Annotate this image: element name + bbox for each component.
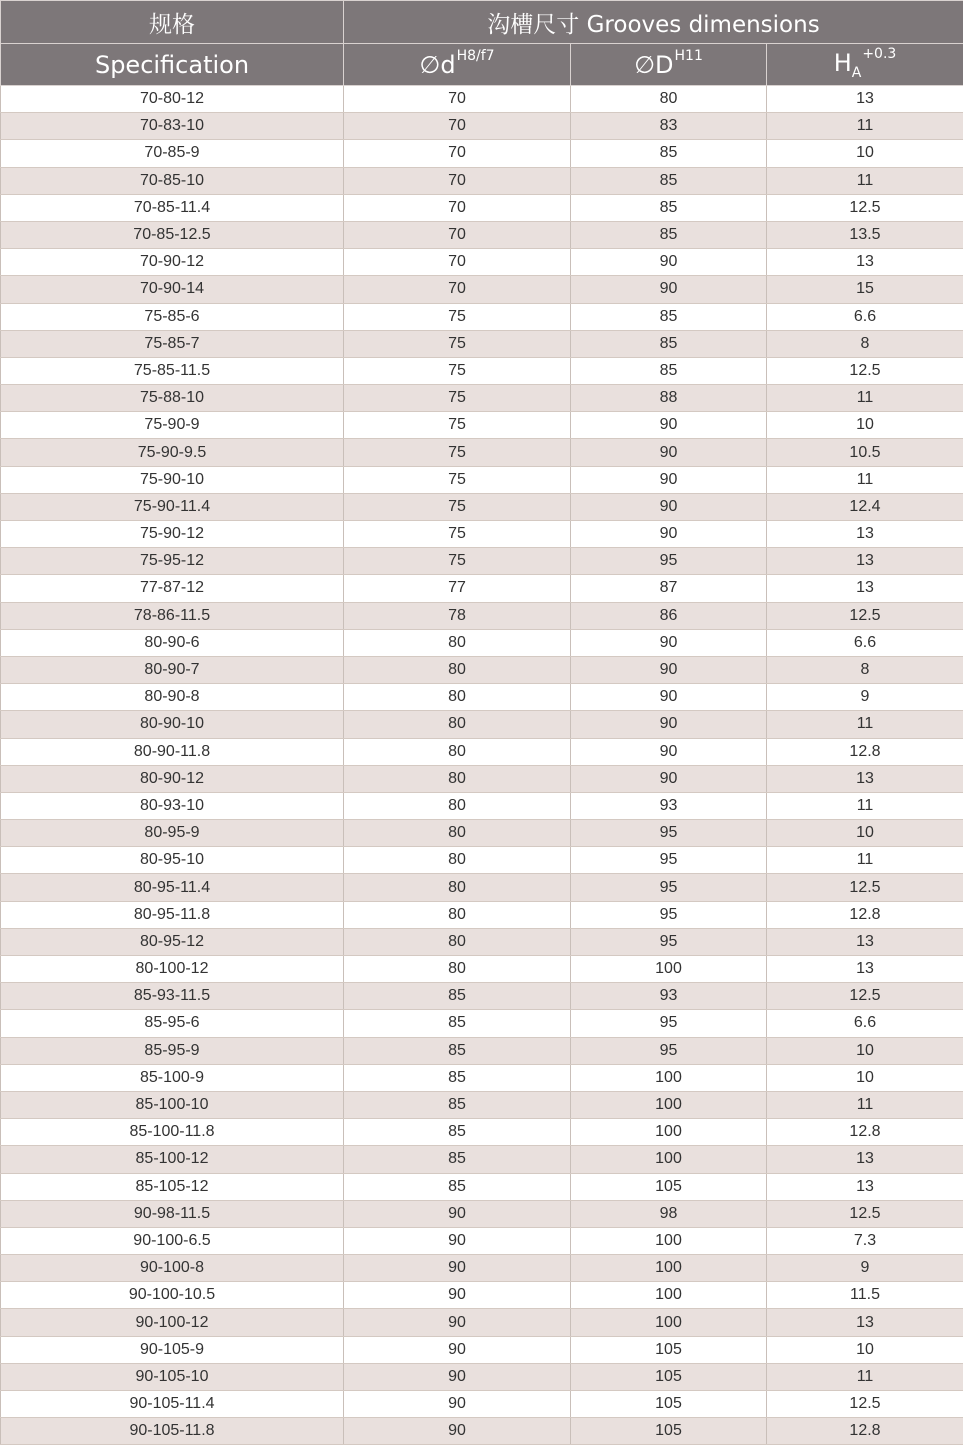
cell-H: 11 (767, 466, 963, 493)
table-row (1, 140, 963, 167)
table-row (1, 820, 963, 847)
cell-H: 13 (767, 249, 963, 276)
cell-D: 90 (571, 629, 767, 656)
table-body (1, 86, 963, 1445)
table-row (1, 1173, 963, 1200)
cell-d: 75 (344, 303, 571, 330)
cell-d: 80 (344, 711, 571, 738)
table-row (1, 330, 963, 357)
header-spec-en: Specification (1, 44, 344, 86)
cell-d: 80 (344, 629, 571, 656)
table-row (1, 1391, 963, 1418)
cell-D: 85 (571, 140, 767, 167)
cell-H: 12.8 (767, 901, 963, 928)
cell-D: 90 (571, 276, 767, 303)
table-row (1, 1200, 963, 1227)
cell-d: 90 (344, 1336, 571, 1363)
table-row (1, 928, 963, 955)
cell-H: 10.5 (767, 439, 963, 466)
cell-d: 85 (344, 1119, 571, 1146)
cell-H: 10 (767, 820, 963, 847)
cell-spec: 80-93-10 (1, 792, 344, 819)
cell-H: 8 (767, 656, 963, 683)
cell-d: 70 (344, 113, 571, 140)
cell-spec: 70-85-12.5 (1, 221, 344, 248)
cell-d: 70 (344, 167, 571, 194)
cell-spec: 75-90-9 (1, 412, 344, 439)
cell-H: 12.5 (767, 874, 963, 901)
cell-spec: 75-90-10 (1, 466, 344, 493)
cell-D: 95 (571, 548, 767, 575)
cell-spec: 80-90-10 (1, 711, 344, 738)
cell-d: 75 (344, 357, 571, 384)
cell-d: 75 (344, 385, 571, 412)
cell-H: 13 (767, 765, 963, 792)
cell-d: 70 (344, 140, 571, 167)
cell-spec: 75-90-9.5 (1, 439, 344, 466)
cell-d: 90 (344, 1391, 571, 1418)
cell-spec: 70-85-11.4 (1, 194, 344, 221)
cell-H: 13 (767, 1146, 963, 1173)
cell-H: 12.5 (767, 983, 963, 1010)
cell-spec: 85-100-11.8 (1, 1119, 344, 1146)
cell-d: 70 (344, 249, 571, 276)
cell-spec: 80-90-6 (1, 629, 344, 656)
table-row (1, 1255, 963, 1282)
table-row (1, 466, 963, 493)
cell-D: 90 (571, 412, 767, 439)
cell-spec: 90-100-12 (1, 1309, 344, 1336)
cell-D: 105 (571, 1363, 767, 1390)
cell-H: 13 (767, 1309, 963, 1336)
cell-D: 90 (571, 684, 767, 711)
col-D-symbol: ∅D (634, 51, 673, 79)
cell-spec: 80-100-12 (1, 956, 344, 983)
cell-spec: 75-90-11.4 (1, 493, 344, 520)
cell-H: 10 (767, 412, 963, 439)
cell-spec: 85-95-6 (1, 1010, 344, 1037)
table-row (1, 194, 963, 221)
cell-D: 105 (571, 1173, 767, 1200)
cell-D: 90 (571, 439, 767, 466)
cell-spec: 75-88-10 (1, 385, 344, 412)
table-row (1, 1282, 963, 1309)
cell-d: 77 (344, 575, 571, 602)
cell-D: 100 (571, 1227, 767, 1254)
table-row (1, 412, 963, 439)
cell-H: 11 (767, 792, 963, 819)
cell-d: 75 (344, 493, 571, 520)
cell-H: 12.8 (767, 1418, 963, 1445)
table-row (1, 1363, 963, 1390)
cell-d: 90 (344, 1200, 571, 1227)
cell-spec: 78-86-11.5 (1, 602, 344, 629)
cell-spec: 85-105-12 (1, 1173, 344, 1200)
col-D-tolerance: H11 (675, 48, 703, 64)
table-row (1, 1418, 963, 1445)
table-row (1, 684, 963, 711)
table-header (1, 1, 963, 86)
cell-D: 105 (571, 1391, 767, 1418)
cell-d: 90 (344, 1282, 571, 1309)
col-d-symbol: ∅d (419, 51, 455, 79)
cell-d: 85 (344, 1037, 571, 1064)
cell-spec: 90-100-6.5 (1, 1227, 344, 1254)
header-col-H (767, 44, 963, 86)
table-row (1, 1119, 963, 1146)
cell-H: 13 (767, 1173, 963, 1200)
cell-D: 87 (571, 575, 767, 602)
cell-D: 85 (571, 330, 767, 357)
cell-d: 90 (344, 1255, 571, 1282)
cell-D: 85 (571, 303, 767, 330)
cell-H: 10 (767, 1064, 963, 1091)
cell-spec: 80-95-11.8 (1, 901, 344, 928)
cell-D: 100 (571, 1064, 767, 1091)
header-row-1 (1, 1, 963, 44)
cell-d: 90 (344, 1309, 571, 1336)
cell-d: 85 (344, 1146, 571, 1173)
cell-H: 12.5 (767, 1200, 963, 1227)
table-row (1, 847, 963, 874)
cell-d: 75 (344, 330, 571, 357)
cell-H: 10 (767, 1336, 963, 1363)
table-row (1, 521, 963, 548)
cell-spec: 80-95-12 (1, 928, 344, 955)
cell-spec: 70-90-14 (1, 276, 344, 303)
cell-spec: 70-80-12 (1, 86, 344, 113)
header-grooves-title: 沟槽尺寸 Grooves dimensions (344, 1, 963, 44)
cell-D: 90 (571, 656, 767, 683)
table-row (1, 493, 963, 520)
cell-d: 80 (344, 656, 571, 683)
cell-H: 11 (767, 1363, 963, 1390)
cell-spec: 75-95-12 (1, 548, 344, 575)
table-row (1, 113, 963, 140)
cell-d: 80 (344, 847, 571, 874)
table-row (1, 548, 963, 575)
table-row (1, 1091, 963, 1118)
table-row (1, 1064, 963, 1091)
col-d-tolerance: H8/f7 (457, 48, 495, 64)
cell-D: 100 (571, 1119, 767, 1146)
cell-D: 95 (571, 820, 767, 847)
header-spec-cn: 规格 (1, 1, 344, 44)
cell-D: 85 (571, 194, 767, 221)
cell-H: 15 (767, 276, 963, 303)
table-row (1, 956, 963, 983)
cell-H: 11 (767, 711, 963, 738)
cell-spec: 90-105-9 (1, 1336, 344, 1363)
cell-spec: 80-95-9 (1, 820, 344, 847)
cell-spec: 85-93-11.5 (1, 983, 344, 1010)
cell-D: 100 (571, 956, 767, 983)
cell-spec: 70-90-12 (1, 249, 344, 276)
cell-H: 8 (767, 330, 963, 357)
cell-D: 100 (571, 1146, 767, 1173)
cell-D: 100 (571, 1255, 767, 1282)
header-row-2 (1, 44, 963, 86)
col-H-subscript: A (852, 64, 862, 80)
header-col-d (344, 44, 571, 86)
cell-d: 80 (344, 956, 571, 983)
cell-D: 100 (571, 1091, 767, 1118)
col-H-tolerance: +0.3 (862, 46, 896, 62)
cell-spec: 80-95-10 (1, 847, 344, 874)
cell-D: 105 (571, 1418, 767, 1445)
cell-d: 85 (344, 1064, 571, 1091)
cell-spec: 75-85-6 (1, 303, 344, 330)
cell-D: 105 (571, 1336, 767, 1363)
cell-d: 78 (344, 602, 571, 629)
cell-d: 80 (344, 820, 571, 847)
cell-D: 90 (571, 249, 767, 276)
cell-spec: 77-87-12 (1, 575, 344, 602)
table-row (1, 86, 963, 113)
table-row (1, 1309, 963, 1336)
cell-H: 13 (767, 86, 963, 113)
table-row (1, 303, 963, 330)
cell-spec: 80-90-11.8 (1, 738, 344, 765)
cell-H: 6.6 (767, 1010, 963, 1037)
table-row (1, 792, 963, 819)
cell-D: 95 (571, 847, 767, 874)
cell-H: 12.8 (767, 738, 963, 765)
cell-spec: 90-98-11.5 (1, 1200, 344, 1227)
cell-d: 80 (344, 738, 571, 765)
cell-H: 11 (767, 385, 963, 412)
cell-H: 13 (767, 521, 963, 548)
cell-d: 80 (344, 684, 571, 711)
cell-D: 90 (571, 521, 767, 548)
table-row (1, 1010, 963, 1037)
cell-D: 83 (571, 113, 767, 140)
cell-d: 90 (344, 1363, 571, 1390)
cell-H: 9 (767, 1255, 963, 1282)
cell-D: 80 (571, 86, 767, 113)
cell-H: 9 (767, 684, 963, 711)
table-row (1, 357, 963, 384)
cell-D: 90 (571, 765, 767, 792)
table-row (1, 874, 963, 901)
cell-H: 12.5 (767, 1391, 963, 1418)
cell-spec: 90-105-11.8 (1, 1418, 344, 1445)
table-row (1, 602, 963, 629)
cell-spec: 70-85-10 (1, 167, 344, 194)
cell-spec: 75-85-7 (1, 330, 344, 357)
table-row (1, 1227, 963, 1254)
cell-D: 95 (571, 901, 767, 928)
cell-spec: 70-83-10 (1, 113, 344, 140)
cell-H: 12.5 (767, 194, 963, 221)
table-row (1, 738, 963, 765)
cell-D: 88 (571, 385, 767, 412)
cell-D: 95 (571, 928, 767, 955)
cell-D: 93 (571, 983, 767, 1010)
cell-d: 85 (344, 1173, 571, 1200)
header-col-D (571, 44, 767, 86)
cell-spec: 85-95-9 (1, 1037, 344, 1064)
cell-spec: 70-85-9 (1, 140, 344, 167)
cell-H: 10 (767, 1037, 963, 1064)
cell-D: 85 (571, 221, 767, 248)
cell-d: 85 (344, 1010, 571, 1037)
cell-D: 90 (571, 493, 767, 520)
cell-d: 75 (344, 412, 571, 439)
cell-spec: 75-85-11.5 (1, 357, 344, 384)
cell-D: 95 (571, 1037, 767, 1064)
cell-D: 98 (571, 1200, 767, 1227)
cell-H: 13 (767, 928, 963, 955)
cell-d: 80 (344, 928, 571, 955)
cell-spec: 75-90-12 (1, 521, 344, 548)
cell-spec: 85-100-9 (1, 1064, 344, 1091)
cell-d: 75 (344, 466, 571, 493)
cell-H: 6.6 (767, 629, 963, 656)
table-row (1, 711, 963, 738)
table-row (1, 1336, 963, 1363)
cell-spec: 90-105-11.4 (1, 1391, 344, 1418)
cell-D: 86 (571, 602, 767, 629)
cell-D: 93 (571, 792, 767, 819)
cell-D: 100 (571, 1282, 767, 1309)
table-row (1, 385, 963, 412)
cell-H: 7.3 (767, 1227, 963, 1254)
cell-spec: 85-100-10 (1, 1091, 344, 1118)
cell-d: 75 (344, 439, 571, 466)
table-row (1, 656, 963, 683)
cell-H: 13 (767, 548, 963, 575)
table-row (1, 1037, 963, 1064)
cell-H: 11 (767, 113, 963, 140)
cell-spec: 90-105-10 (1, 1363, 344, 1390)
cell-D: 90 (571, 711, 767, 738)
table-row (1, 765, 963, 792)
col-H-symbol: H (834, 49, 852, 77)
cell-H: 6.6 (767, 303, 963, 330)
table-row (1, 575, 963, 602)
cell-d: 85 (344, 1091, 571, 1118)
cell-D: 85 (571, 357, 767, 384)
table-row (1, 629, 963, 656)
cell-H: 12.5 (767, 602, 963, 629)
cell-H: 12.4 (767, 493, 963, 520)
table-row (1, 221, 963, 248)
cell-D: 90 (571, 466, 767, 493)
cell-d: 80 (344, 765, 571, 792)
cell-H: 11 (767, 167, 963, 194)
cell-d: 90 (344, 1418, 571, 1445)
cell-d: 75 (344, 521, 571, 548)
cell-H: 13 (767, 956, 963, 983)
cell-d: 85 (344, 983, 571, 1010)
cell-spec: 80-90-7 (1, 656, 344, 683)
cell-spec: 90-100-8 (1, 1255, 344, 1282)
cell-spec: 90-100-10.5 (1, 1282, 344, 1309)
table-row (1, 276, 963, 303)
table-row (1, 1146, 963, 1173)
cell-D: 85 (571, 167, 767, 194)
cell-d: 70 (344, 86, 571, 113)
cell-H: 12.8 (767, 1119, 963, 1146)
cell-d: 70 (344, 194, 571, 221)
cell-D: 90 (571, 738, 767, 765)
cell-D: 100 (571, 1309, 767, 1336)
cell-H: 11 (767, 1091, 963, 1118)
table-row (1, 901, 963, 928)
table-row (1, 439, 963, 466)
cell-D: 95 (571, 1010, 767, 1037)
cell-d: 70 (344, 276, 571, 303)
table-row (1, 983, 963, 1010)
cell-H: 13 (767, 575, 963, 602)
cell-d: 80 (344, 874, 571, 901)
cell-d: 80 (344, 901, 571, 928)
cell-H: 13.5 (767, 221, 963, 248)
cell-spec: 80-90-8 (1, 684, 344, 711)
table-row (1, 167, 963, 194)
cell-H: 11.5 (767, 1282, 963, 1309)
cell-H: 10 (767, 140, 963, 167)
cell-H: 12.5 (767, 357, 963, 384)
cell-d: 90 (344, 1227, 571, 1254)
cell-d: 80 (344, 792, 571, 819)
cell-spec: 80-90-12 (1, 765, 344, 792)
cell-d: 70 (344, 221, 571, 248)
cell-D: 95 (571, 874, 767, 901)
table-row (1, 249, 963, 276)
cell-d: 75 (344, 548, 571, 575)
cell-spec: 80-95-11.4 (1, 874, 344, 901)
cell-spec: 85-100-12 (1, 1146, 344, 1173)
cell-H: 11 (767, 847, 963, 874)
